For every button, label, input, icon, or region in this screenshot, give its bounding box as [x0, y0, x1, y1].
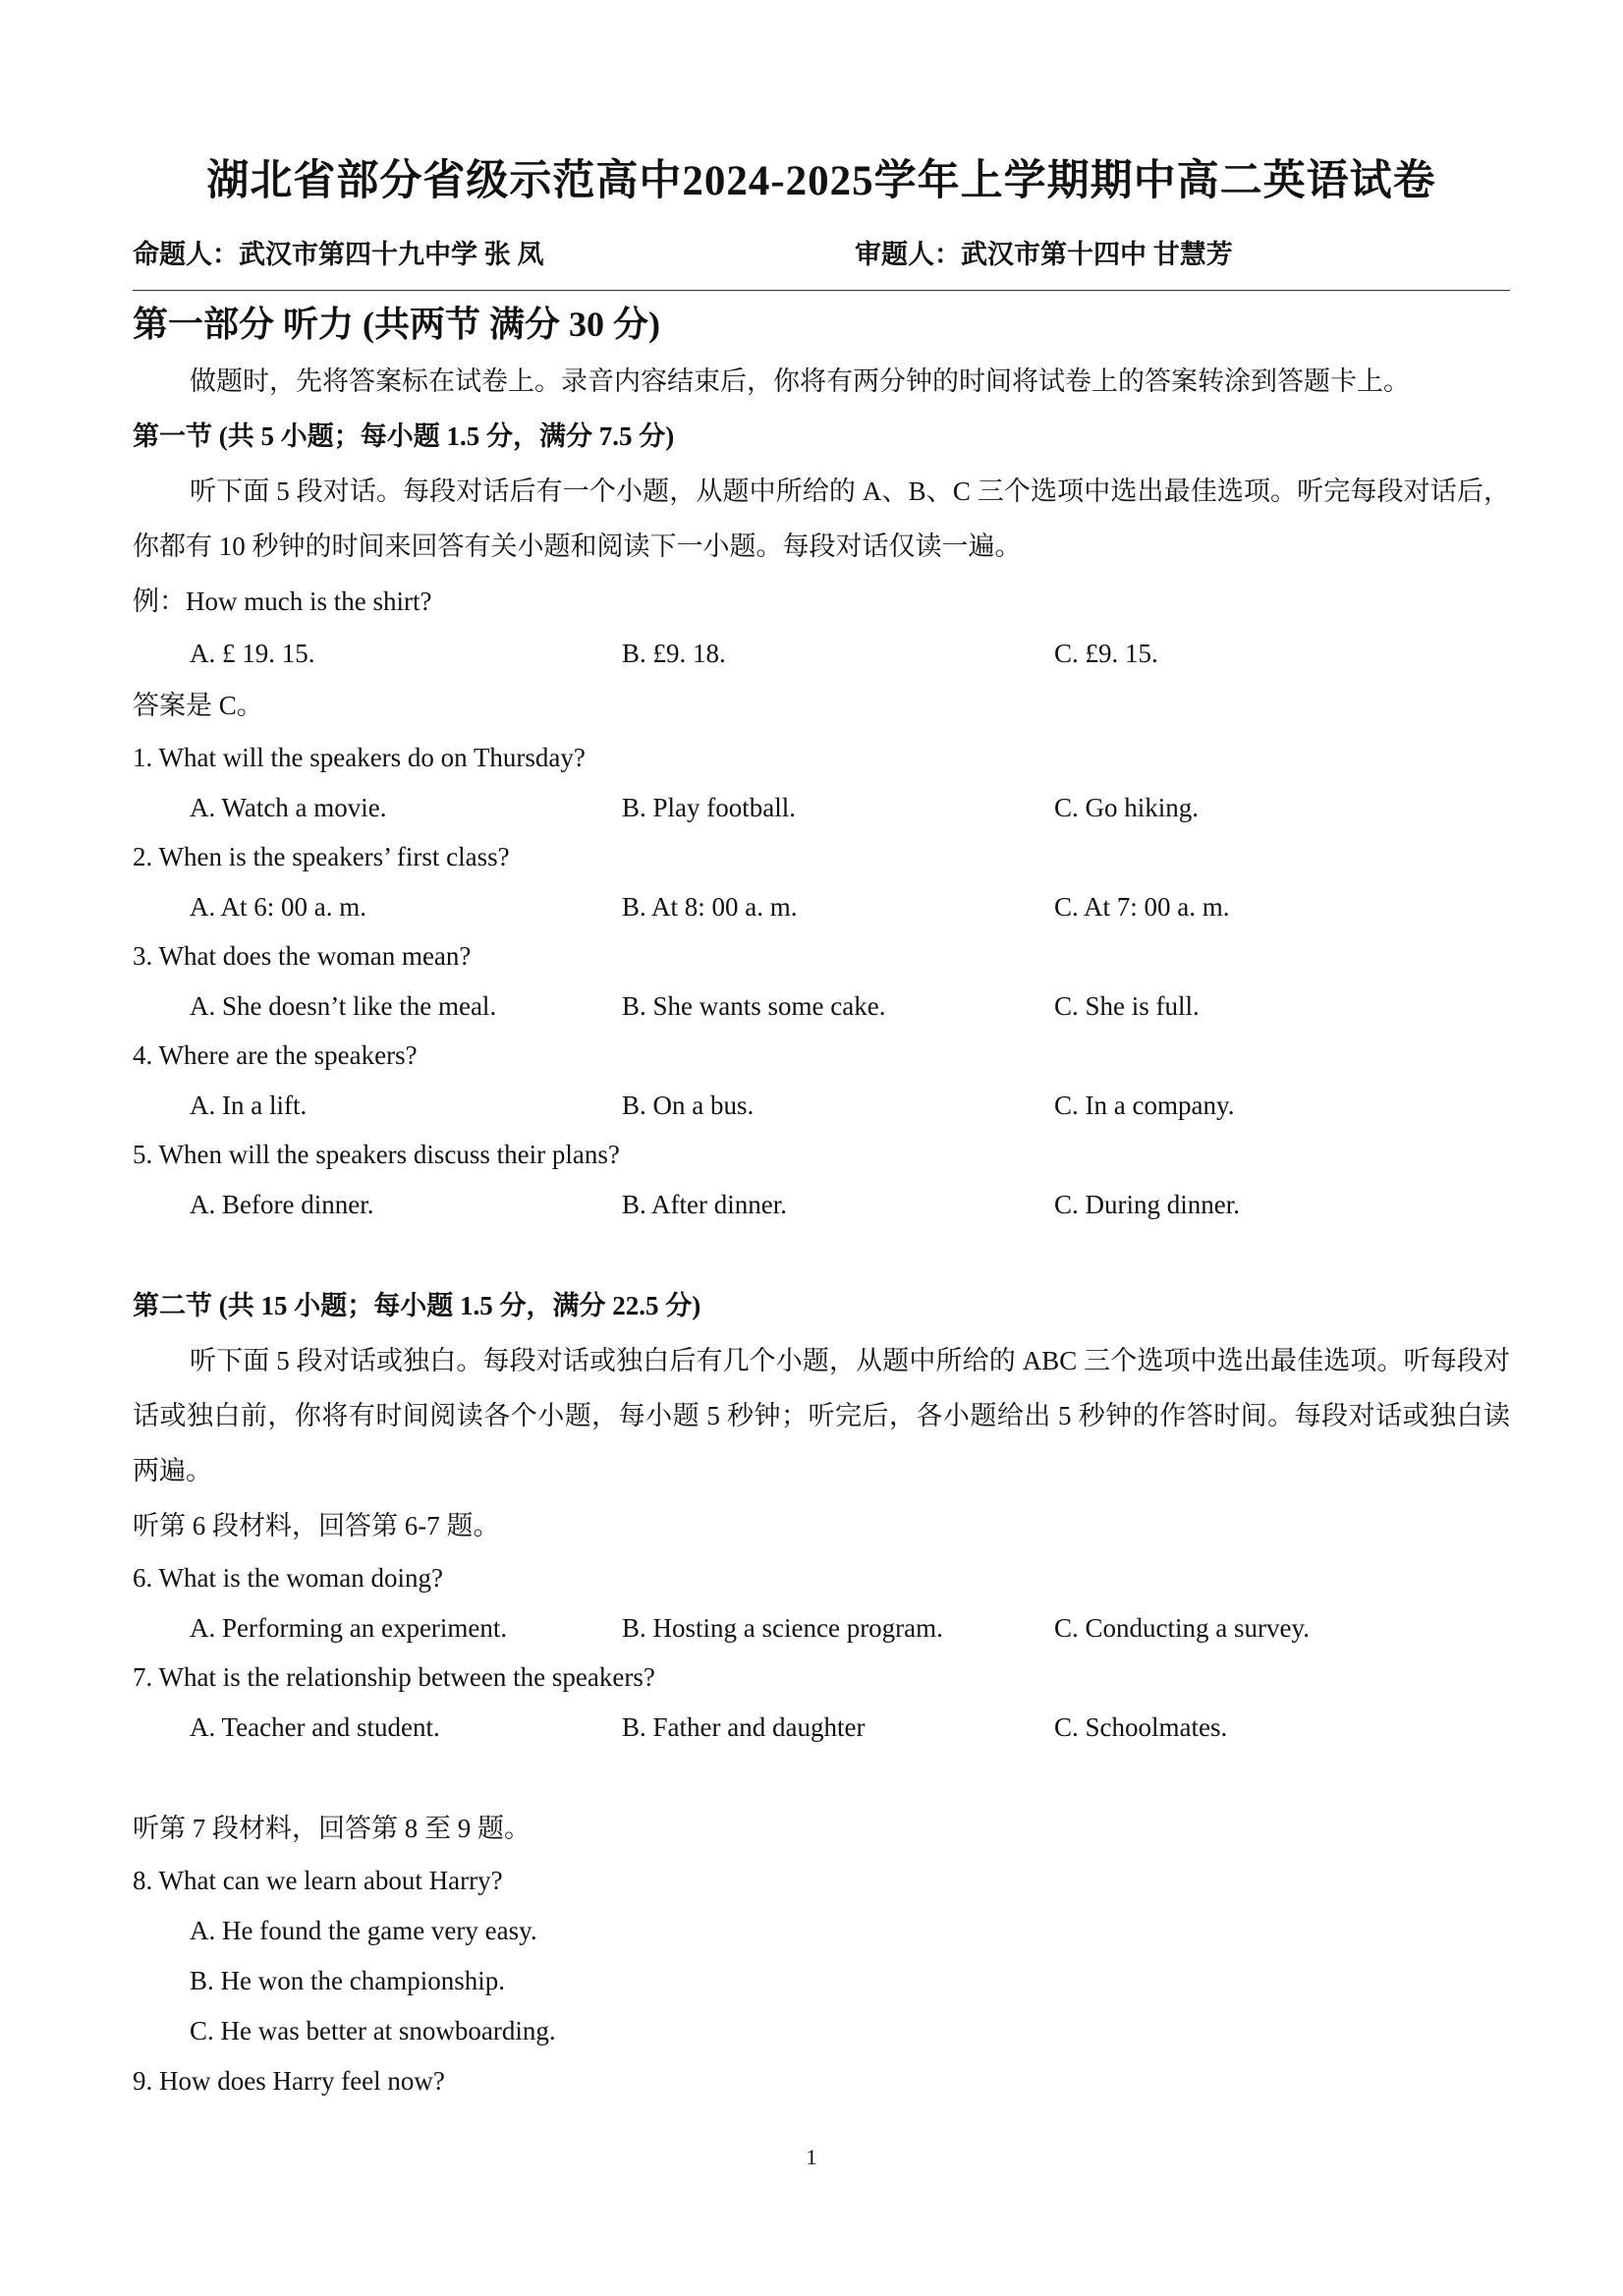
option-a: A. Watch a movie. [190, 793, 387, 822]
question-7: 7. What is the relationship between the speakers? [133, 1662, 655, 1692]
question-1: 1. What will the speakers do on Thursday? [133, 743, 586, 772]
option-b: B. On a bus. [622, 1091, 755, 1120]
question-8-option-b: B. He won the championship. [190, 1966, 505, 1995]
material-6-label: 听第 6 段材料，回答第 6-7 题。 [133, 1511, 500, 1540]
exam-page [133, 147, 1510, 2106]
option-a: A. £ 19. 15. [190, 639, 315, 668]
option-c: C. Conducting a survey. [1054, 1613, 1310, 1643]
material-7-label: 听第 7 段材料，回答第 8 至 9 题。 [133, 1814, 531, 1843]
question-4-options [133, 1081, 1510, 1130]
question-2: 2. When is the speakers’ first class? [133, 842, 510, 871]
option-c: C. Go hiking. [1054, 793, 1200, 822]
option-a: A. At 6: 00 a. m. [190, 892, 366, 922]
option-b: B. After dinner. [622, 1190, 787, 1219]
header-divider [133, 290, 1510, 291]
example-answer: 答案是 C。 [133, 691, 263, 720]
option-b: B. Hosting a science program. [622, 1613, 943, 1643]
spacer [133, 1752, 1510, 1801]
option-c: C. £9. 15. [1054, 639, 1158, 668]
author: 命题人：武汉市第四十九中学 张 凤 [133, 240, 544, 269]
option-c: C. Schoolmates. [1054, 1712, 1228, 1742]
option-a: A. She doesn’t like the meal. [190, 991, 497, 1021]
section1-title: 第一节 (共 5 小题；每小题 1.5 分，满分 7.5 分) [133, 421, 675, 451]
option-b: B. £9. 18. [622, 639, 726, 668]
question-8-option-a: A. He found the game very easy. [190, 1916, 537, 1945]
question-7-options [133, 1703, 1510, 1752]
author-line [133, 235, 1510, 274]
question-4: 4. Where are the speakers? [133, 1040, 418, 1070]
question-1-options [133, 783, 1510, 832]
option-b: B. Father and daughter [622, 1712, 866, 1742]
option-c: C. In a company. [1054, 1091, 1235, 1120]
question-5: 5. When will the speakers discuss their plans? [133, 1140, 620, 1169]
option-a: A. Performing an experiment. [190, 1613, 508, 1643]
exam-title: 湖北省部分省级示范高中2024-2025学年上学期期中高二英语试卷 [206, 158, 1436, 204]
option-a: A. Teacher and student. [190, 1712, 440, 1742]
section2-title: 第二节 (共 15 小题；每小题 1.5 分，满分 22.5 分) [133, 1291, 701, 1320]
question-8-option-c: C. He was better at snowboarding. [190, 2016, 556, 2045]
part1-title: 第一部分 听力 (共两节 满分 30 分) [133, 305, 660, 344]
section2-instructions: 听下面 5 段对话或独白。每段对话或独白后有几个小题，从题中所给的 ABC 三个选项中选出最佳选项。听每段对话或独白前，你将有时间阅读各个小题，每小题 5 秒钟；听完后，各小题给出 5 秒钟的作答时间。每段对话或独白读两遍。 [133, 1346, 1510, 1485]
question-3: 3. What does the woman mean? [133, 941, 472, 971]
page-number: 1 [806, 2145, 817, 2169]
option-c: C. She is full. [1054, 991, 1200, 1021]
reviewer: 审题人：武汉市第十四中 甘慧芳 [855, 240, 1233, 269]
option-b: B. Play football. [622, 793, 796, 822]
example-options [133, 629, 1510, 678]
question-2-options [133, 882, 1510, 931]
option-b: B. She wants some cake. [622, 991, 886, 1021]
question-5-options [133, 1180, 1510, 1229]
spacer [133, 1229, 1510, 1278]
question-6-options [133, 1603, 1510, 1652]
option-c: C. At 7: 00 a. m. [1054, 892, 1230, 922]
question-3-options [133, 981, 1510, 1031]
option-a: A. In a lift. [190, 1091, 308, 1120]
option-c: C. During dinner. [1054, 1190, 1240, 1219]
part1-intro: 做题时，先将答案标在试卷上。录音内容结束后，你将有两分钟的时间将试卷上的答案转涂到答题卡上。 [190, 366, 1410, 396]
question-6: 6. What is the woman doing? [133, 1563, 443, 1593]
example-question: 例：How much is the shirt? [133, 587, 432, 616]
option-b: B. At 8: 00 a. m. [622, 892, 798, 922]
question-8: 8. What can we learn about Harry? [133, 1866, 503, 1895]
question-9: 9. How does Harry feel now? [133, 2066, 445, 2096]
option-a: A. Before dinner. [190, 1190, 374, 1219]
section1-instructions: 听下面 5 段对话。每段对话后有一个小题，从题中所给的 A、B、C 三个选项中选出最佳选项。听完每段对话后，你都有 10 秒钟的时间来回答有关小题和阅读下一小题。每段对话仅读一遍。 [133, 476, 1510, 561]
